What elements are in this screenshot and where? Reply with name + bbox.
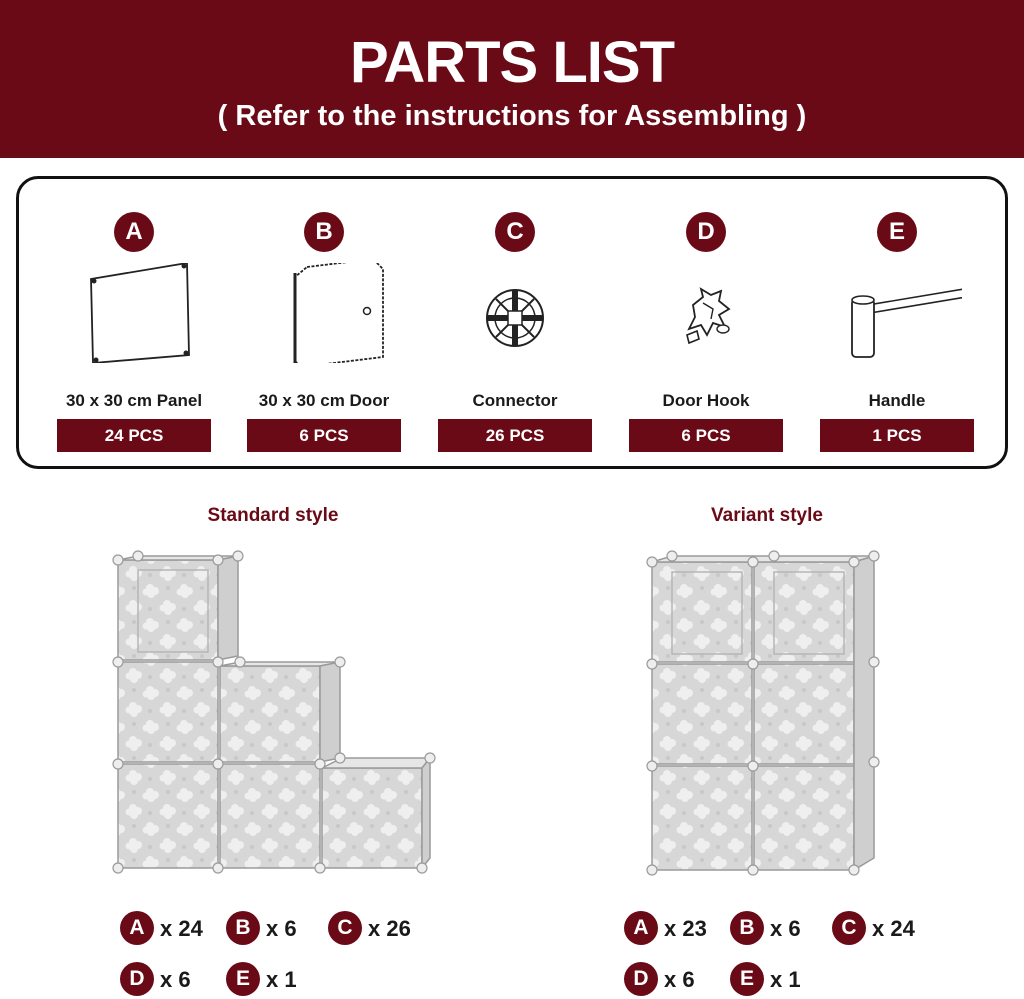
part-name: 30 x 30 cm Door	[258, 391, 390, 410]
qty-letter-badge: C	[328, 911, 362, 945]
qty-value: x 6	[664, 967, 695, 992]
part-count: 6 PCS	[629, 419, 783, 452]
variant-quantity-row-1	[624, 911, 944, 951]
qty-letter-badge: A	[624, 911, 658, 945]
part-count: 6 PCS	[247, 419, 401, 452]
header-banner	[0, 0, 1024, 158]
standard-shelf-illustration	[108, 548, 443, 888]
part-letter-badge: B	[304, 212, 344, 252]
qty-letter-badge: B	[226, 911, 260, 945]
variant-quantity-row-2	[624, 962, 944, 999]
part-a	[49, 179, 219, 472]
qty-value: x 6	[770, 916, 801, 941]
qty-value: x 6	[160, 967, 191, 992]
qty-letter-badge: E	[226, 962, 260, 996]
part-letter-badge: A	[114, 212, 154, 252]
page-subtitle: ( Refer to the instructions for Assembling )	[217, 100, 807, 132]
variant-shelf-illustration	[642, 548, 887, 888]
part-e	[812, 179, 982, 472]
parts-list-box	[16, 176, 1008, 469]
part-count: 26 PCS	[438, 419, 592, 452]
part-count: 1 PCS	[820, 419, 974, 452]
part-name: 30 x 30 cm Panel	[65, 391, 203, 410]
part-name: Connector	[472, 391, 558, 410]
part-c	[430, 179, 600, 472]
qty-value: x 26	[368, 916, 411, 941]
connector-icon	[450, 263, 580, 363]
qty-letter-badge: D	[120, 962, 154, 996]
qty-letter-badge: E	[730, 962, 764, 996]
variant-style-title: Variant style	[711, 505, 823, 526]
mallet-icon	[832, 263, 962, 363]
part-letter-badge: D	[686, 212, 726, 252]
qty-value: x 24	[160, 916, 203, 941]
part-b	[239, 179, 409, 472]
panel-icon	[69, 263, 199, 363]
qty-letter-badge: C	[832, 911, 866, 945]
qty-value: x 6	[266, 916, 297, 941]
qty-value: x 1	[770, 967, 801, 992]
door-icon	[259, 263, 389, 363]
qty-letter-badge: D	[624, 962, 658, 996]
standard-quantity-row-1	[120, 911, 440, 951]
standard-quantity-row-2	[120, 962, 440, 999]
qty-letter-badge: B	[730, 911, 764, 945]
page-title: PARTS LIST	[349, 30, 675, 95]
part-name: Handle	[868, 391, 926, 410]
part-count: 24 PCS	[57, 419, 211, 452]
part-d	[621, 179, 791, 472]
qty-value: x 1	[266, 967, 297, 992]
qty-letter-badge: A	[120, 911, 154, 945]
part-letter-badge: E	[877, 212, 917, 252]
qty-value: x 24	[872, 916, 915, 941]
door-hook-icon	[641, 263, 771, 363]
standard-style-title: Standard style	[207, 505, 339, 526]
qty-value: x 23	[664, 916, 707, 941]
part-letter-badge: C	[495, 212, 535, 252]
part-name: Door Hook	[662, 391, 750, 410]
